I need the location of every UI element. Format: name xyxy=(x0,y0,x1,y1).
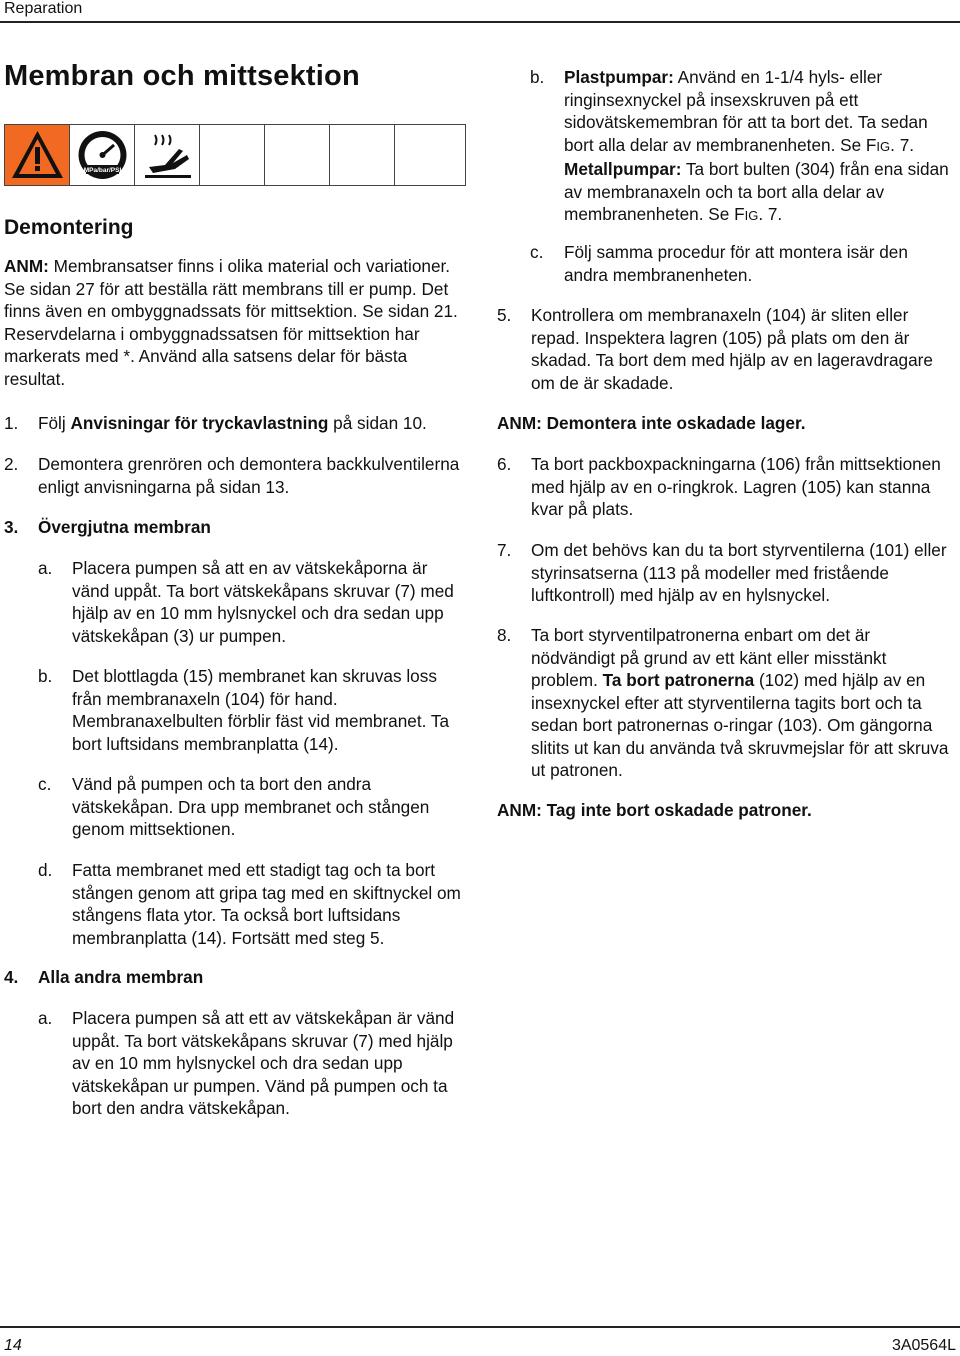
safety-symbol-strip xyxy=(4,124,466,186)
step-5 xyxy=(497,304,956,394)
symbol-cell-empty xyxy=(330,125,395,185)
step-text: Kontrollera om membranaxeln (104) är sliten eller repad. Inspektera lagren (105) på plats om den är skadad. Ta bort dem med hjälp av en lageravdragare om de är skadade. xyxy=(531,305,933,393)
step-3b xyxy=(38,665,464,755)
step-3d xyxy=(38,859,464,949)
plastic-pumps-text: Använd en 1-1/4 hyls- eller ringinsexnyckel på insexskruven på ett sidovätskemembran för att ta bort det. Ta sedan bort alla delar av membranenheten. Se F xyxy=(564,67,928,155)
section-heading: Demontering xyxy=(4,216,134,239)
step-text-post: på sidan 10. xyxy=(328,413,427,433)
substep-letter: c. xyxy=(530,242,544,262)
header-rule xyxy=(0,21,960,23)
substep-letter: c. xyxy=(38,774,52,794)
step-1 xyxy=(4,412,464,435)
fig-ref-number: . 7. xyxy=(890,134,915,155)
plastic-pumps-label: Plastpumpar: xyxy=(564,67,674,87)
step-2 xyxy=(4,453,464,498)
note-cartridges: ANM: Tag inte bort oskadade patroner. xyxy=(497,800,812,820)
metal-pumps-label: Metallpumpar: xyxy=(564,159,682,179)
footer-rule xyxy=(0,1326,960,1328)
step-number: 3. xyxy=(4,517,19,537)
step-number: 2. xyxy=(4,454,19,474)
step-3b-right xyxy=(530,66,956,228)
step-text xyxy=(38,412,427,435)
step-number: 1. xyxy=(4,413,19,433)
step-3-heading xyxy=(4,516,464,539)
step-3a xyxy=(38,557,464,647)
step-text-pre: Följ xyxy=(38,413,71,433)
document-number: 3A0564L xyxy=(891,1337,956,1354)
step-number: 8. xyxy=(497,625,512,645)
hot-surface-icon xyxy=(135,125,200,185)
note-bearings: ANM: Demontera inte oskadade lager. xyxy=(497,413,806,433)
fig-ref-number: . 7. xyxy=(758,204,783,224)
step-text: Demontera grenrören och demontera backkulventilerna enligt anvisningarna på sidan 13. xyxy=(38,454,460,497)
substep-letter: b. xyxy=(530,67,545,87)
note-text: Membransatser finns i olika material och variationer. Se sidan 27 för att beställa rätt membrans till er pump. Det finns även en ombyggnadssats för mittsektion. Se sidan 21. Reservdelarna i ombyggnadssatsen för mittsektion har markerats med *. Använd alla satsens delar för bästa resultat. xyxy=(4,256,458,389)
substep-text: Placera pumpen så att ett av vätskekåpan är vänd uppåt. Ta bort vätskekåpans skruvar (7) med hjälp av en 10 mm hylsnyckel och dra sedan upp vätskekåpan ur pumpen. Vänd på pumpen och ta bort den andra vätskekåpan. xyxy=(72,1008,455,1118)
step-7 xyxy=(497,539,956,607)
page-title: Membran och mittsektion xyxy=(4,60,360,92)
substep-text: Följ samma procedur för att montera isär den andra membranenheten. xyxy=(564,242,908,285)
step-text-pre: Ta bort styrventilpatronerna enbart om det är nödvändigt på grund av ett känt eller misstänkt problem. xyxy=(531,625,887,690)
symbol-cell-empty xyxy=(395,125,460,185)
step-text: Ta bort packboxpackningarna (106) från mittsektionen med hjälp av en o-ringkrok. Lagren (105) kan stanna kvar på plats. xyxy=(531,454,941,519)
fig-ref: IG xyxy=(876,138,891,154)
substep-text: Det blottlagda (15) membranet kan skruvas loss från membranaxeln (104) för hand. Membranaxelbulten förblir fäst vid membranet. Ta bort luftsidans membranplatta (14). xyxy=(72,666,450,754)
substep-text xyxy=(564,66,956,228)
step-link-bold: Anvisningar för tryckavlastning xyxy=(70,413,329,433)
step-4-heading xyxy=(4,966,464,989)
symbol-cell-empty xyxy=(200,125,265,185)
running-header: Reparation xyxy=(4,0,83,17)
substep-letter: a. xyxy=(38,558,53,578)
substep-letter: b. xyxy=(38,666,53,686)
step-8 xyxy=(497,624,956,782)
page-number: 14 xyxy=(4,1337,22,1354)
substep-text: Placera pumpen så att en av vätskekåporna är vänd uppåt. Ta bort vätskekåpans skruvar (7) med hjälp av en 10 mm hylsnyckel och dra sedan upp vätskekåpan (3) ur pumpen. xyxy=(72,558,454,646)
step-6 xyxy=(497,453,956,521)
metal-pumps-text: Ta bort bulten (304) från ena sidan av membranaxeln och ta bort alla delar av membranenheten. Se F xyxy=(564,159,949,224)
pressure-gauge-icon xyxy=(70,125,135,185)
fig-ref: IG xyxy=(744,208,759,223)
step-text-bold: Ta bort patronerna xyxy=(602,670,755,690)
step-text: Om det behövs kan du ta bort styrventilerna (101) eller styrinsatserna (113 på modeller med fristående luftkontroll) med hjälp av en hylsnyckel. xyxy=(531,540,947,605)
step-number: 7. xyxy=(497,540,512,560)
step-number: 5. xyxy=(497,305,512,325)
step-3c-right xyxy=(530,241,956,286)
note-label: ANM: xyxy=(4,256,49,276)
step-title: Alla andra membran xyxy=(38,967,204,987)
step-text xyxy=(531,624,956,782)
step-number: 4. xyxy=(4,967,19,987)
note-paragraph xyxy=(4,255,464,390)
substep-text: Vänd på pumpen och ta bort den andra vätskekåpan. Dra upp membranet och stången genom mittsektionen. xyxy=(72,774,430,839)
substep-text: Fatta membranet med ett stadigt tag och ta bort stången genom att gripa tag med en skiftnyckel om stångens flata ytor. Ta också bort luftsidans membranplatta (14). Fortsätt med steg 5. xyxy=(72,860,461,948)
step-title: Övergjutna membran xyxy=(38,517,211,537)
warning-icon xyxy=(5,125,70,185)
step-number: 6. xyxy=(497,454,512,474)
step-4a xyxy=(38,1007,464,1120)
substep-letter: d. xyxy=(38,860,53,880)
step-text-post: (102) med hjälp av en insexnyckel efter att styrventilerna tagits bort och ta sedan bort patronernas o-ringar (103). Om gängorna slitits ut kan du använda två skruvmejslar för att skruva ut patronen. xyxy=(531,670,949,780)
substep-letter: a. xyxy=(38,1008,53,1028)
gauge-label: MPa/bar/PSI xyxy=(83,167,122,174)
step-3c xyxy=(38,773,464,841)
symbol-cell-empty xyxy=(265,125,330,185)
